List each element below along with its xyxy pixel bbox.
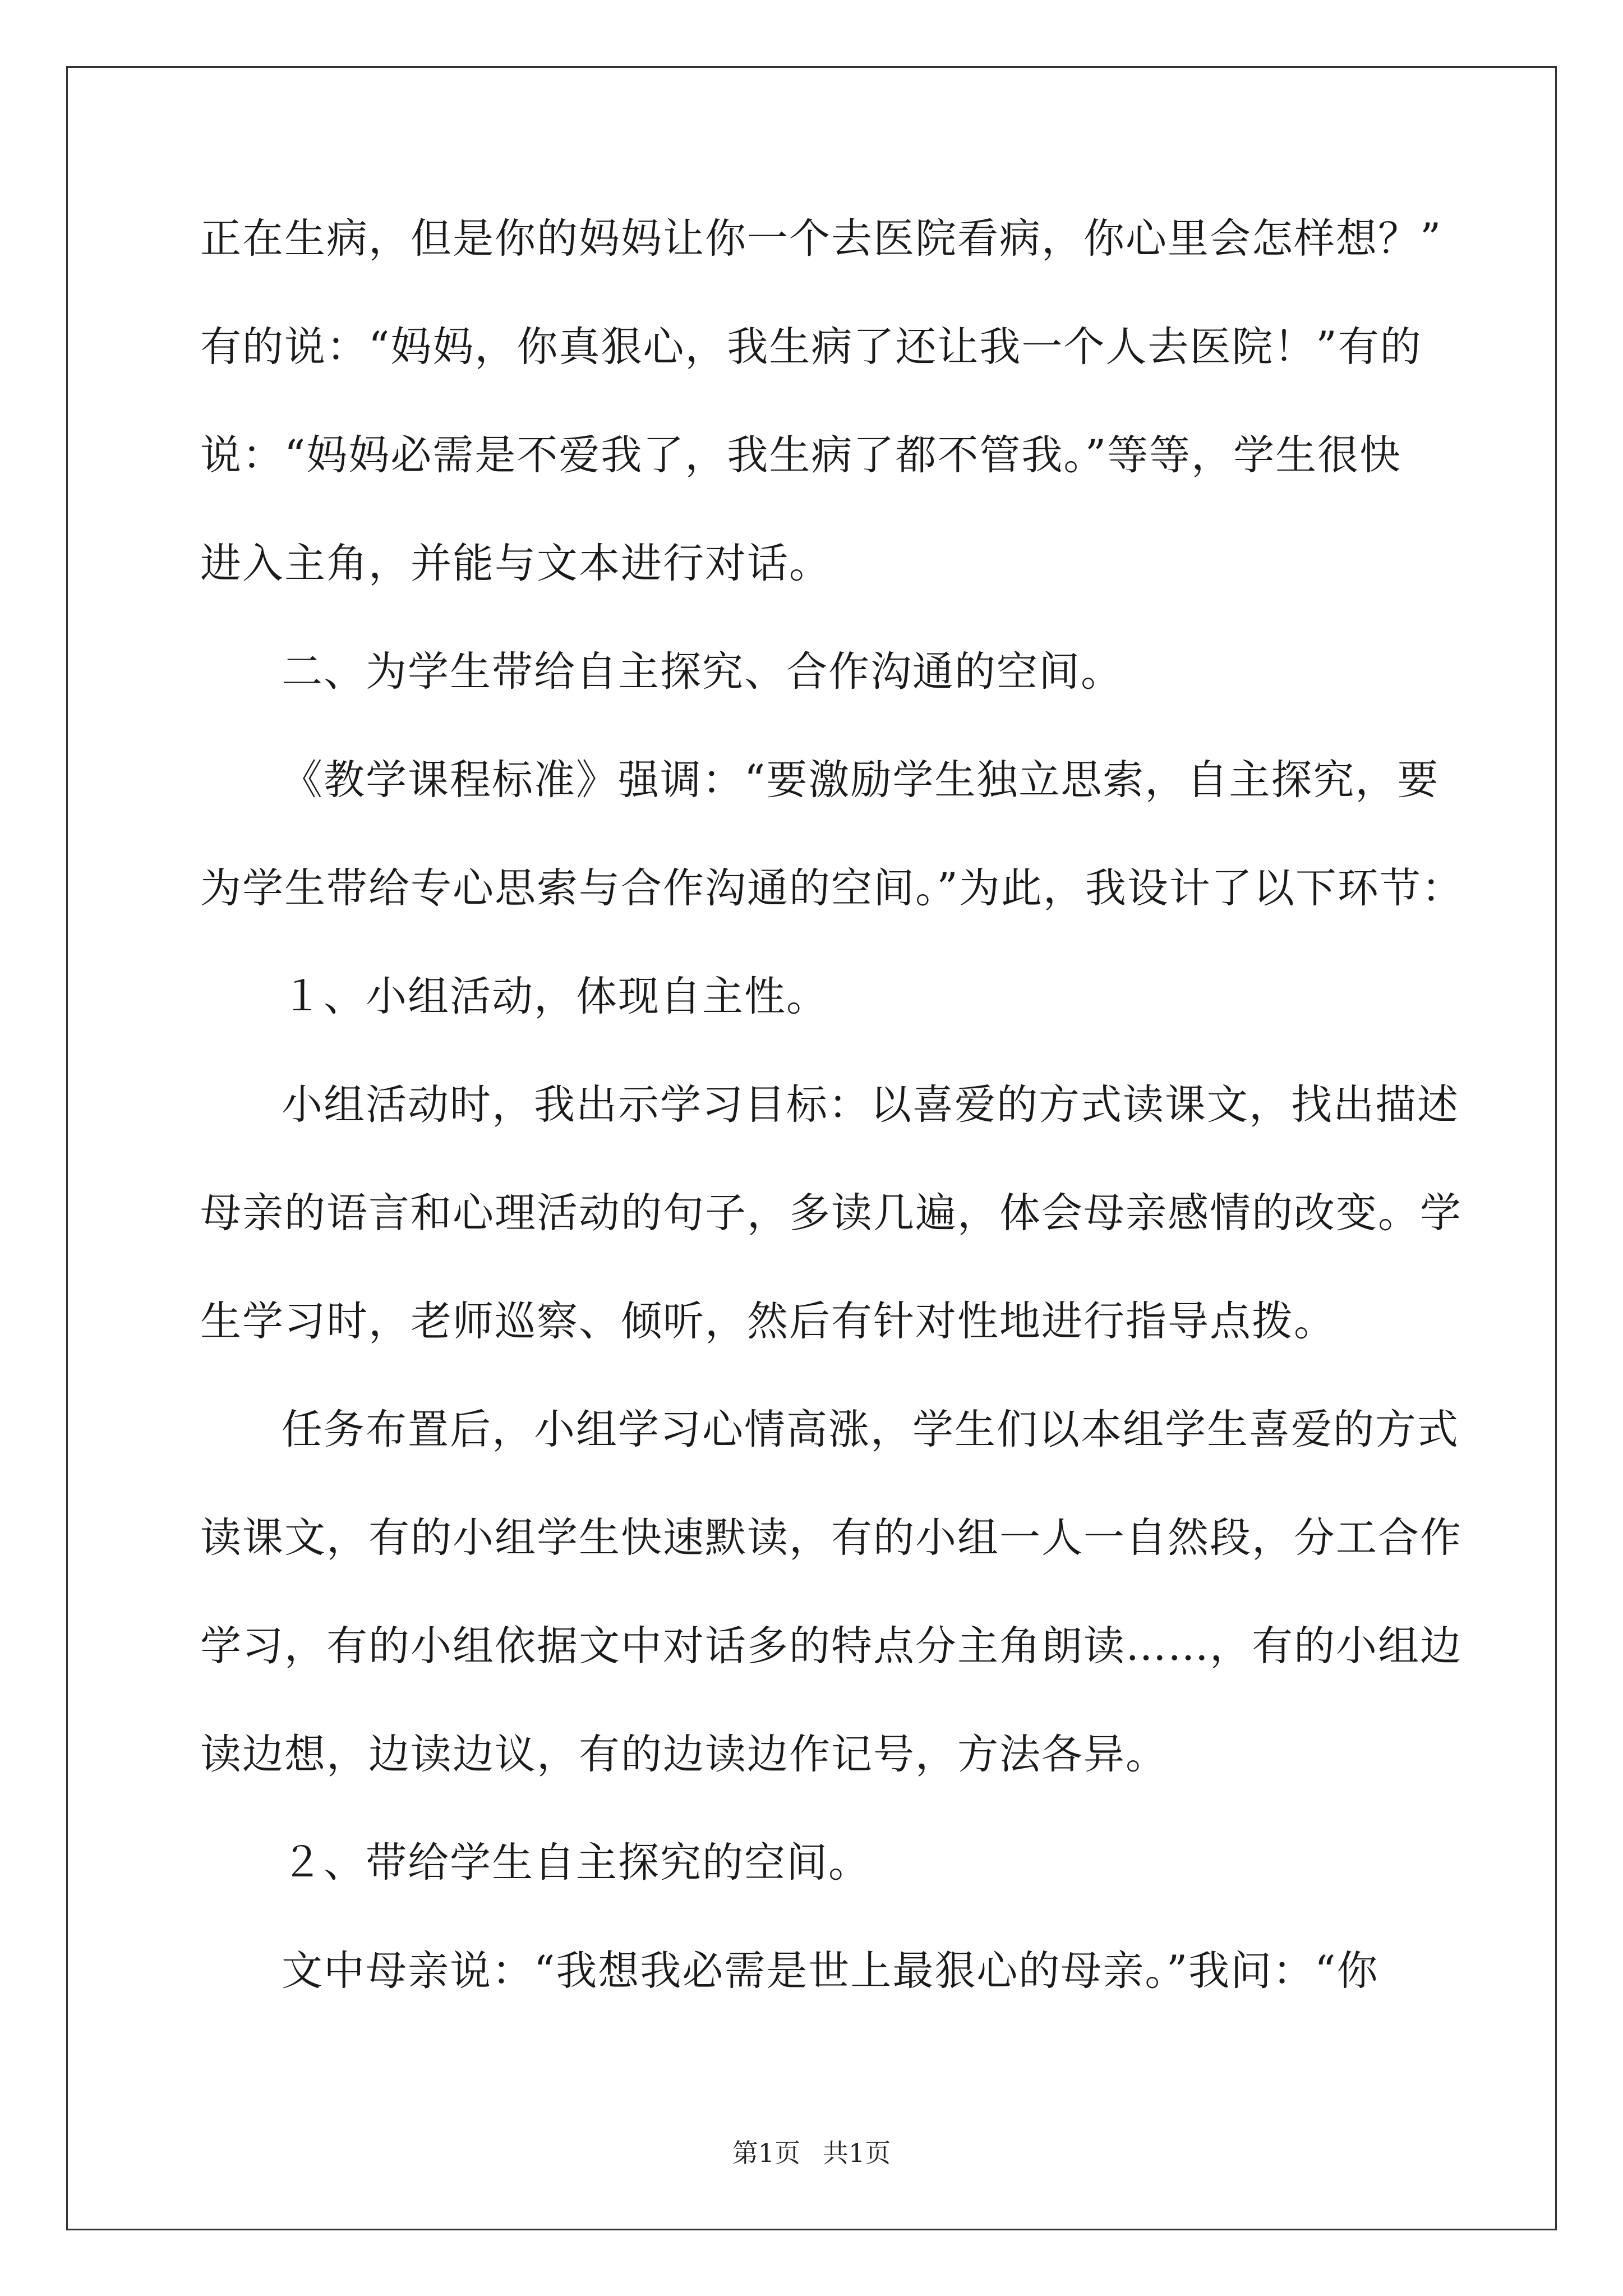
text-line: 说：“妈妈必需是不爱我了，我生病了都不管我。”等等，学生很快 [200,431,1402,479]
section-heading: 二、为学生带给自主探究、合作沟通的空间。 [282,648,1123,696]
text-line: 小组活动时，我出示学习目标：以喜爱的方式读课文，找出描述 [282,1081,1459,1129]
page-footer [0,2136,1623,2170]
text-line: 《教学课程标准》强调：“要激励学生独立思索，自主探究，要 [282,756,1440,804]
text-line: 生学习时，老师巡察、倾听，然后有针对性地进行指导点拨。 [200,1297,1336,1345]
text-line: 学习，有的小组依据文中对话多的特点分主角朗读……，有的小组边 [200,1622,1462,1670]
subsection-heading: １、小组活动，体现自主性。 [282,973,828,1020]
text-line: 任务布置后，小组学习心情高涨，学生们以本组学生喜爱的方式 [282,1406,1459,1453]
text-line: 进入主角，并能与文本进行对话。 [200,540,831,587]
text-line: 为学生带给专心思索与合作沟通的空间。”为此，我设计了以下环节： [200,864,1464,912]
page-border [66,66,1557,2230]
text-line: 有的说：“妈妈，你真狠心，我生病了还让我一个人去医院！”有的 [200,323,1422,371]
subsection-heading: ２、带给学生自主探究的空间。 [282,1839,870,1887]
page-total: 共1页 [823,2138,891,2168]
text-line: 母亲的语言和心理活动的句子，多读几遍，体会母亲感情的改变。学 [200,1189,1462,1237]
text-line: 读边想，边读边议，有的边读边作记号，方法各异。 [200,1731,1168,1778]
page-number: 第1页 [732,2138,800,2168]
text-line: 文中母亲说：“我想我必需是世上最狠心的母亲。”我问：“你 [282,1947,1379,1995]
text-line: 正在生病，但是你的妈妈让你一个去医院看病，你心里会怎样想？” [200,215,1442,263]
text-line: 读课文，有的小组学生快速默读，有的小组一人一自然段，分工合作 [200,1514,1462,1562]
